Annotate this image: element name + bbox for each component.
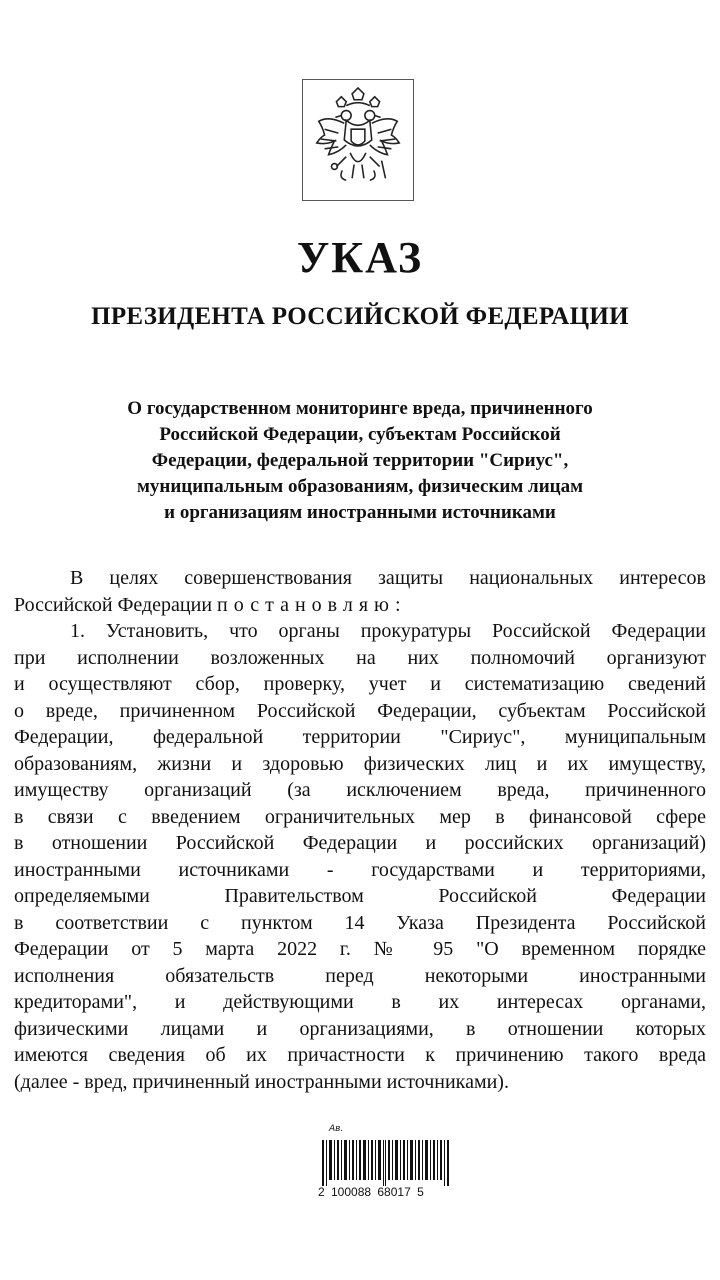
body-line: Федерации, федеральной территории "Сириус", муниципальным <box>14 726 706 748</box>
body-line: определяемыми Правительством Российской Федерации <box>14 885 706 907</box>
body-line: в соответствии с пунктом 14 Указа Президента Российской <box>14 911 706 934</box>
body-line: образованиям, жизни и здоровью физических лиц и их имуществу, <box>14 752 706 775</box>
body-line: при исполнении возложенных на них полномочий организуют <box>14 646 706 669</box>
body-line: кредиторами", и действующими в их интересах органами, <box>14 991 706 1013</box>
body-line: и осуществляют сбор, проверку, учет и систематизацию сведений <box>14 673 706 695</box>
body-line: в связи с введением ограничительных мер в финансовой сфере <box>14 805 706 828</box>
heading-line: Российской Федерации, субъектам Российской <box>159 424 561 445</box>
heading-line: О государственном мониторинге вреда, причиненного <box>127 398 593 419</box>
body-line: имуществу организаций (за исключением вреда, причиненного <box>14 779 706 801</box>
decree-heading <box>60 396 660 526</box>
body-line: В целях совершенствования защиты национальных интересов <box>70 567 706 589</box>
heading-line: муниципальным образованиям, физическим лицам <box>136 476 584 497</box>
body-line: о вреде, причиненном Российской Федерации, субъектам Российской <box>14 699 706 722</box>
body-line: в отношении Российской Федерации и российских организаций) <box>14 832 706 854</box>
russian-coat-of-arms-icon <box>302 79 414 201</box>
barcode-mark: Ав. <box>329 1124 344 1134</box>
body-line <box>14 592 706 619</box>
body-line: имеются сведения об их причастности к причинению такого вреда <box>14 1044 706 1066</box>
body-line: 1. Установить, что органы прокуратуры Российской Федерации <box>70 620 706 642</box>
body-line: физическими лицами и организациями, в отношении которых <box>14 1017 706 1040</box>
barcode-number: 2 100088 68017 5 <box>318 1185 424 1199</box>
barcode-icon <box>322 1140 450 1186</box>
document-subtitle: ПРЕЗИДЕНТА РОССИЙСКОЙ ФЕДЕРАЦИИ <box>91 303 629 330</box>
document-title: УКАЗ <box>296 233 424 282</box>
body-line: (далее - вред, причиненный иностранными источниками). <box>14 1070 509 1093</box>
decree-verb: постановляю: <box>217 593 407 616</box>
decree-body <box>14 565 706 1095</box>
body-line-part: Российской Федерации <box>14 593 213 616</box>
body-line: иностранными источниками - государствами и территориями, <box>14 858 706 881</box>
heading-line: Федерации, федеральной территории "Сириус", <box>151 450 569 471</box>
body-line: исполнения обязательств перед некоторыми иностранными <box>14 964 706 987</box>
body-line: Федерации от 5 марта 2022 г. № 95 "О временном порядке <box>14 938 706 960</box>
heading-line: и организациям иностранными источниками <box>164 502 556 523</box>
